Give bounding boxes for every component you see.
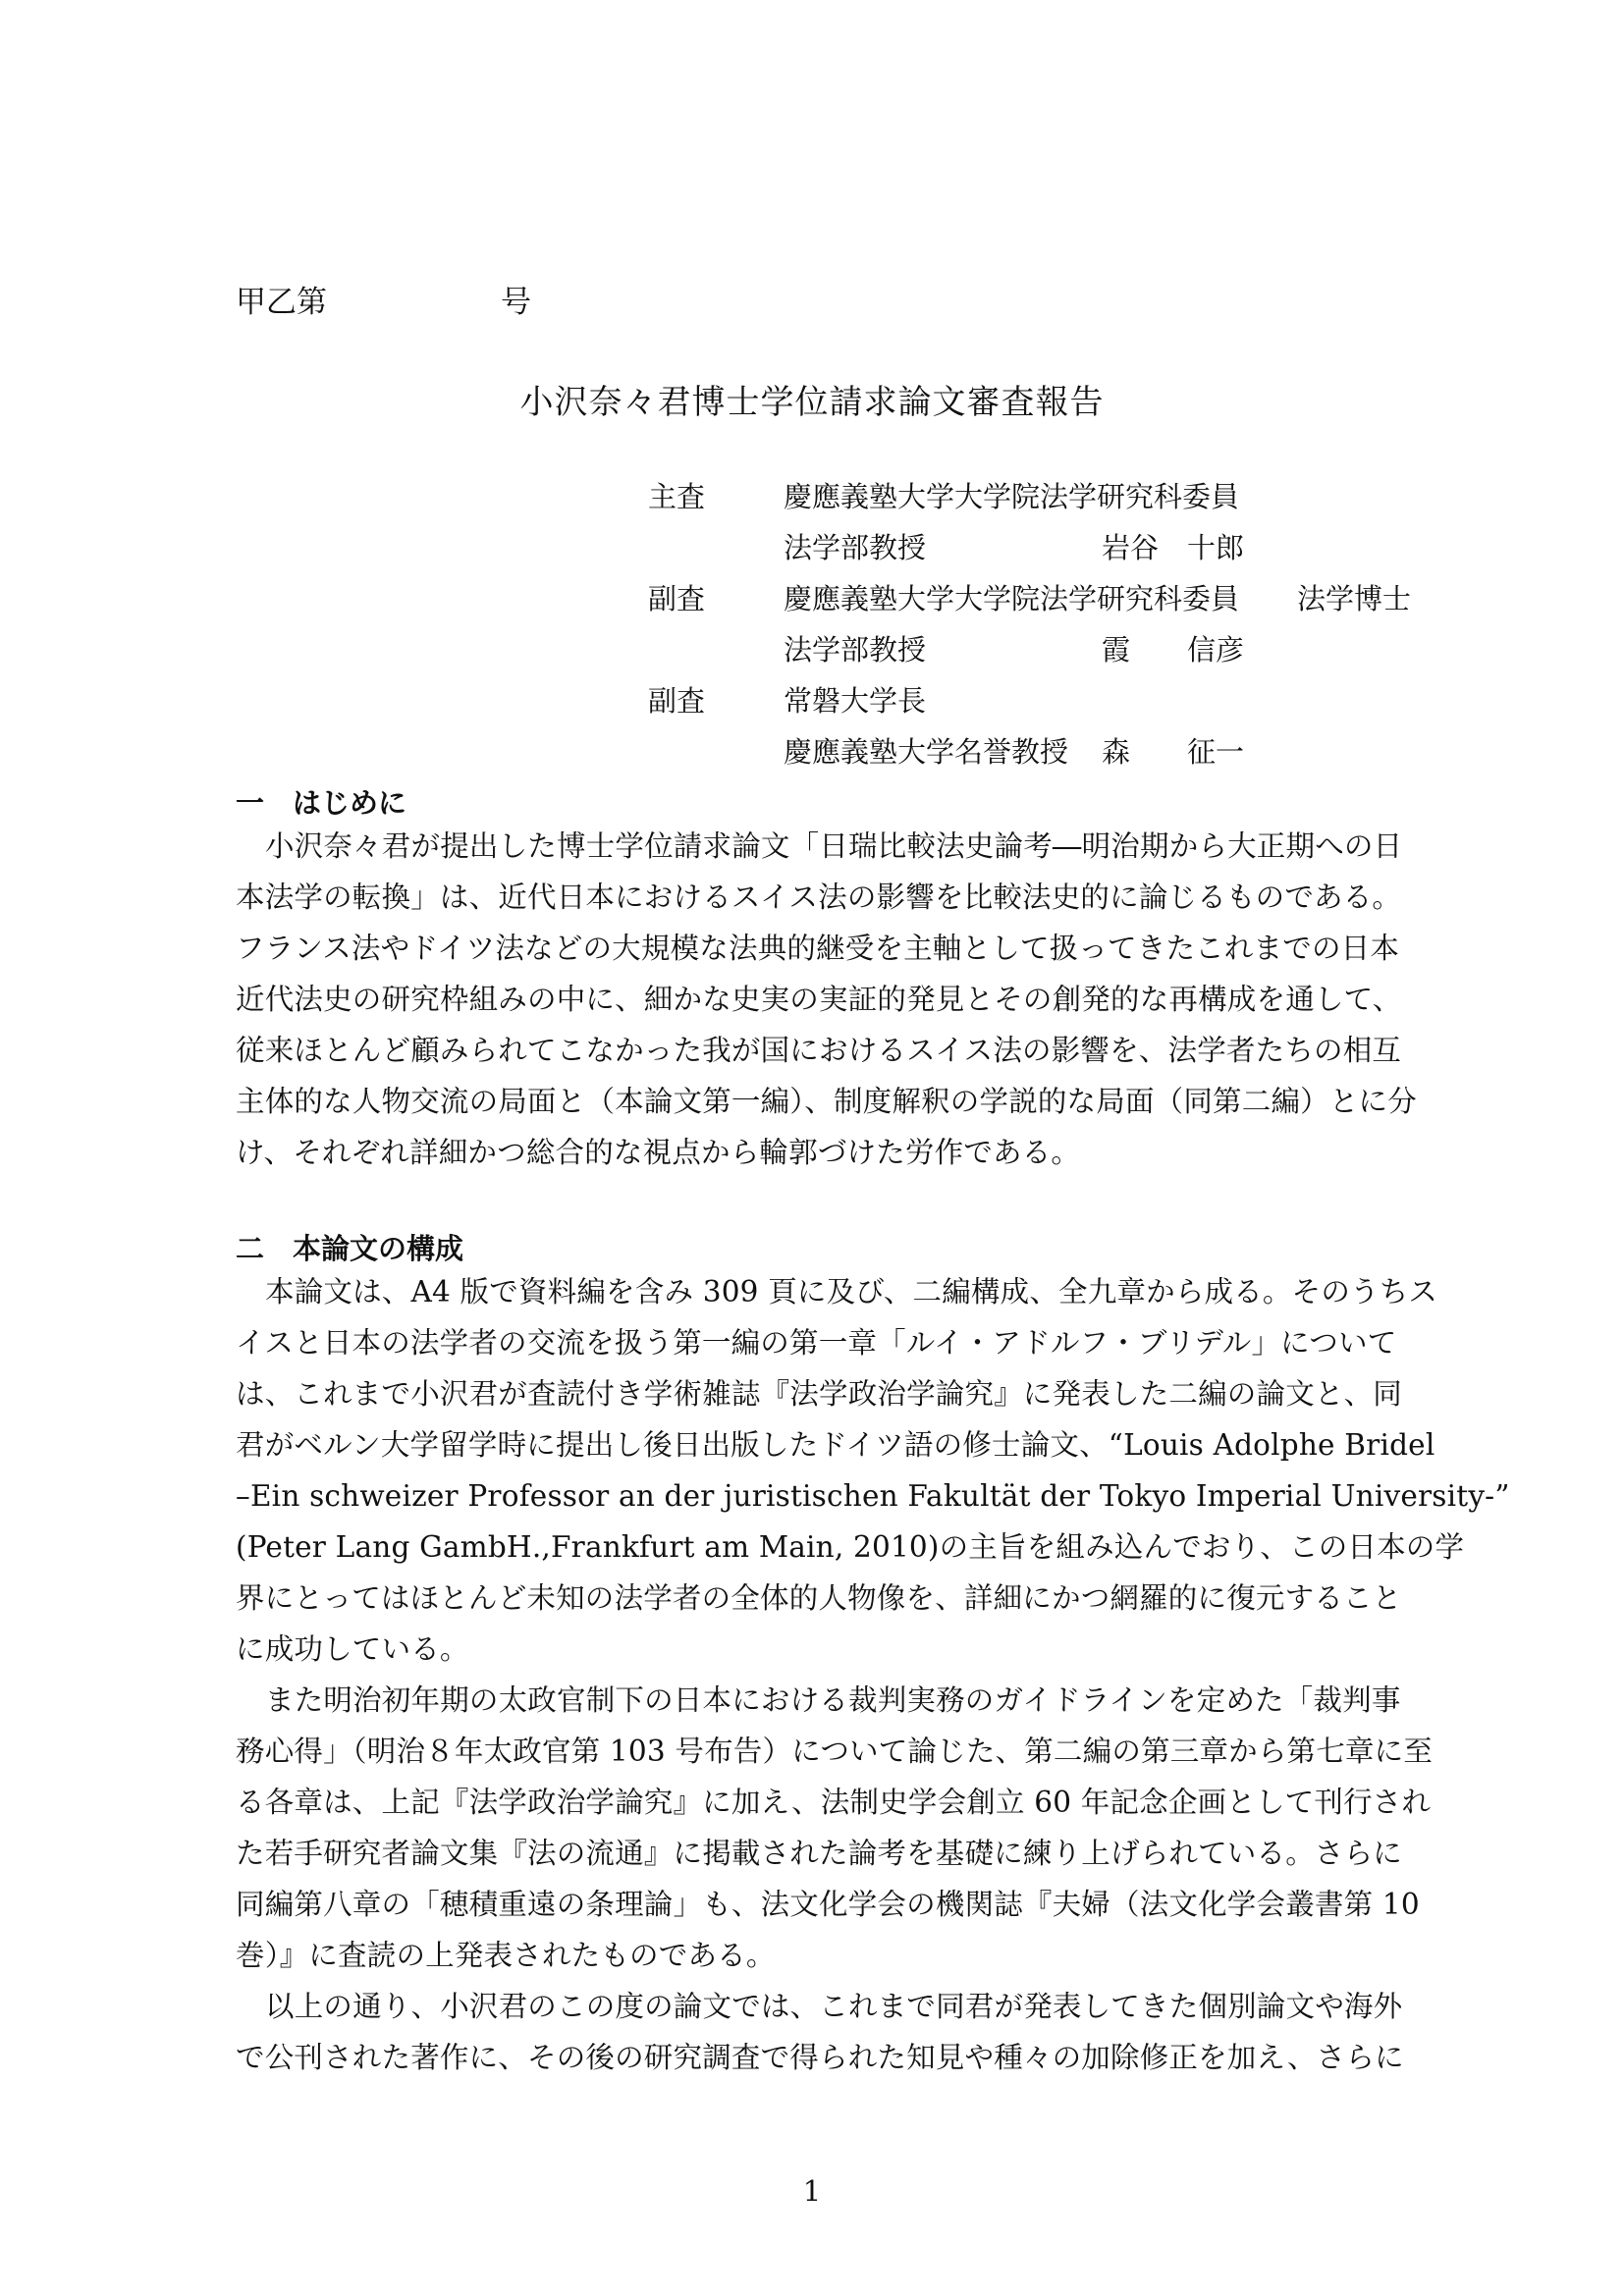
body-line: 本法学の転換」は、近代日本におけるスイス法の影響を比較法史的に論じるものである。: [236, 881, 1402, 914]
committee-affiliation: 法学部教授: [784, 531, 927, 564]
body-line: 務心得」（明治８年太政官第 103 号布告）について論じた、第二編の第三章から第七章に至: [236, 1735, 1434, 1768]
document-number-suffix: 号: [501, 285, 531, 320]
committee-affiliation: 法学部教授: [784, 633, 927, 667]
committee-member-name: 岩谷 十郎: [1102, 531, 1245, 564]
body-line: で公刊された著作に、その後の研究調査で得られた知見や種々の加除修正を加え、さらに: [236, 2041, 1404, 2074]
body-line: に成功している。: [236, 1632, 469, 1666]
body-line: また明治初年期の太政官制下の日本における裁判実務のガイドラインを定めた「裁判事: [265, 1683, 1401, 1717]
committee-member-name: 森 征一: [1102, 735, 1245, 769]
body-line: イスと日本の法学者の交流を扱う第一編の第一章「ルイ・アドルフ・ブリデル」について: [236, 1326, 1397, 1360]
committee-role-sub: 副査: [648, 582, 706, 615]
body-line: –Ein schweizer Professor an der juristischen Fakultät der Tokyo Imperial University-”: [236, 1479, 1510, 1513]
report-title: 小沢奈々君博士学位請求論文審査報告: [519, 383, 1105, 422]
body-line: け、それぞれ詳細かつ総合的な視点から輪郭づけた労作である。: [236, 1136, 1081, 1169]
committee-affiliation: 常磐大学長: [784, 684, 927, 718]
body-line: 従来ほとんど顧みられてこなかった我が国におけるスイス法の影響を、法学者たちの相互: [236, 1034, 1402, 1067]
section-heading-introduction: 一 はじめに: [236, 786, 407, 820]
page-number: 1: [802, 2174, 822, 2208]
committee-affiliation: 慶應義塾大学大学院法学研究科委員: [784, 582, 1240, 615]
body-line: 君がベルン大学留学時に提出し後日出版したドイツ語の修士論文、“Louis Adolphe Bridel: [236, 1428, 1435, 1462]
committee-member-name: 霞 信彦: [1102, 633, 1245, 667]
body-line: 以上の通り、小沢君のこの度の論文では、これまで同君が発表してきた個別論文や海外: [265, 1990, 1403, 2023]
committee-degree: 法学博士: [1297, 582, 1412, 615]
document-number-label: 甲乙第: [236, 285, 327, 320]
committee-affiliation: 慶應義塾大学名誉教授: [784, 735, 1069, 769]
body-line: る各章は、上記『法学政治学論究』に加え、法制史学会創立 60 年記念企画として刊行され: [236, 1786, 1432, 1819]
body-line: 小沢奈々君が提出した博士学位請求論文「日瑞比較法史論考―明治期から大正期への日: [265, 829, 1403, 863]
body-line: 本論文は、A4 版で資料編を含み 309 頁に及び、二編構成、全九章から成る。そのうちス: [265, 1275, 1438, 1308]
body-line: 同編第八章の「穂積重遠の条理論」も、法文化学会の機関誌『夫婦（法文化学会叢書第 10: [236, 1888, 1420, 1921]
body-line: た若手研究者論文集『法の流通』に掲載された論考を基礎に練り上げられている。さらに: [236, 1837, 1403, 1870]
body-line: 主体的な人物交流の局面と（本論文第一編）、制度解釈の学説的な局面（同第二編）とに分: [236, 1085, 1417, 1118]
body-line: フランス法やドイツ法などの大規模な法典的継受を主軸として扱ってきたこれまでの日本: [236, 932, 1400, 965]
body-line: (Peter Lang GambH.,Frankfurt am Main, 2010)の主旨を組み込んでおり、この日本の学: [236, 1530, 1465, 1564]
body-line: 巻）』に査読の上発表されたものである。: [236, 1939, 776, 1972]
committee-role-chief: 主査: [648, 480, 706, 513]
section-heading-structure: 二 本論文の構成: [236, 1232, 464, 1265]
body-line: 界にとってはほとんど未知の法学者の全体的人物像を、詳細にかつ網羅的に復元すること: [236, 1581, 1402, 1615]
body-line: は、これまで小沢君が査読付き学術雑誌『法学政治学論究』に発表した二編の論文と、同: [236, 1377, 1403, 1411]
committee-affiliation: 慶應義塾大学大学院法学研究科委員: [784, 480, 1240, 513]
committee-role-sub: 副査: [648, 684, 706, 718]
body-line: 近代法史の研究枠組みの中に、細かな史実の実証的発見とその創発的な再構成を通して、: [236, 983, 1402, 1016]
